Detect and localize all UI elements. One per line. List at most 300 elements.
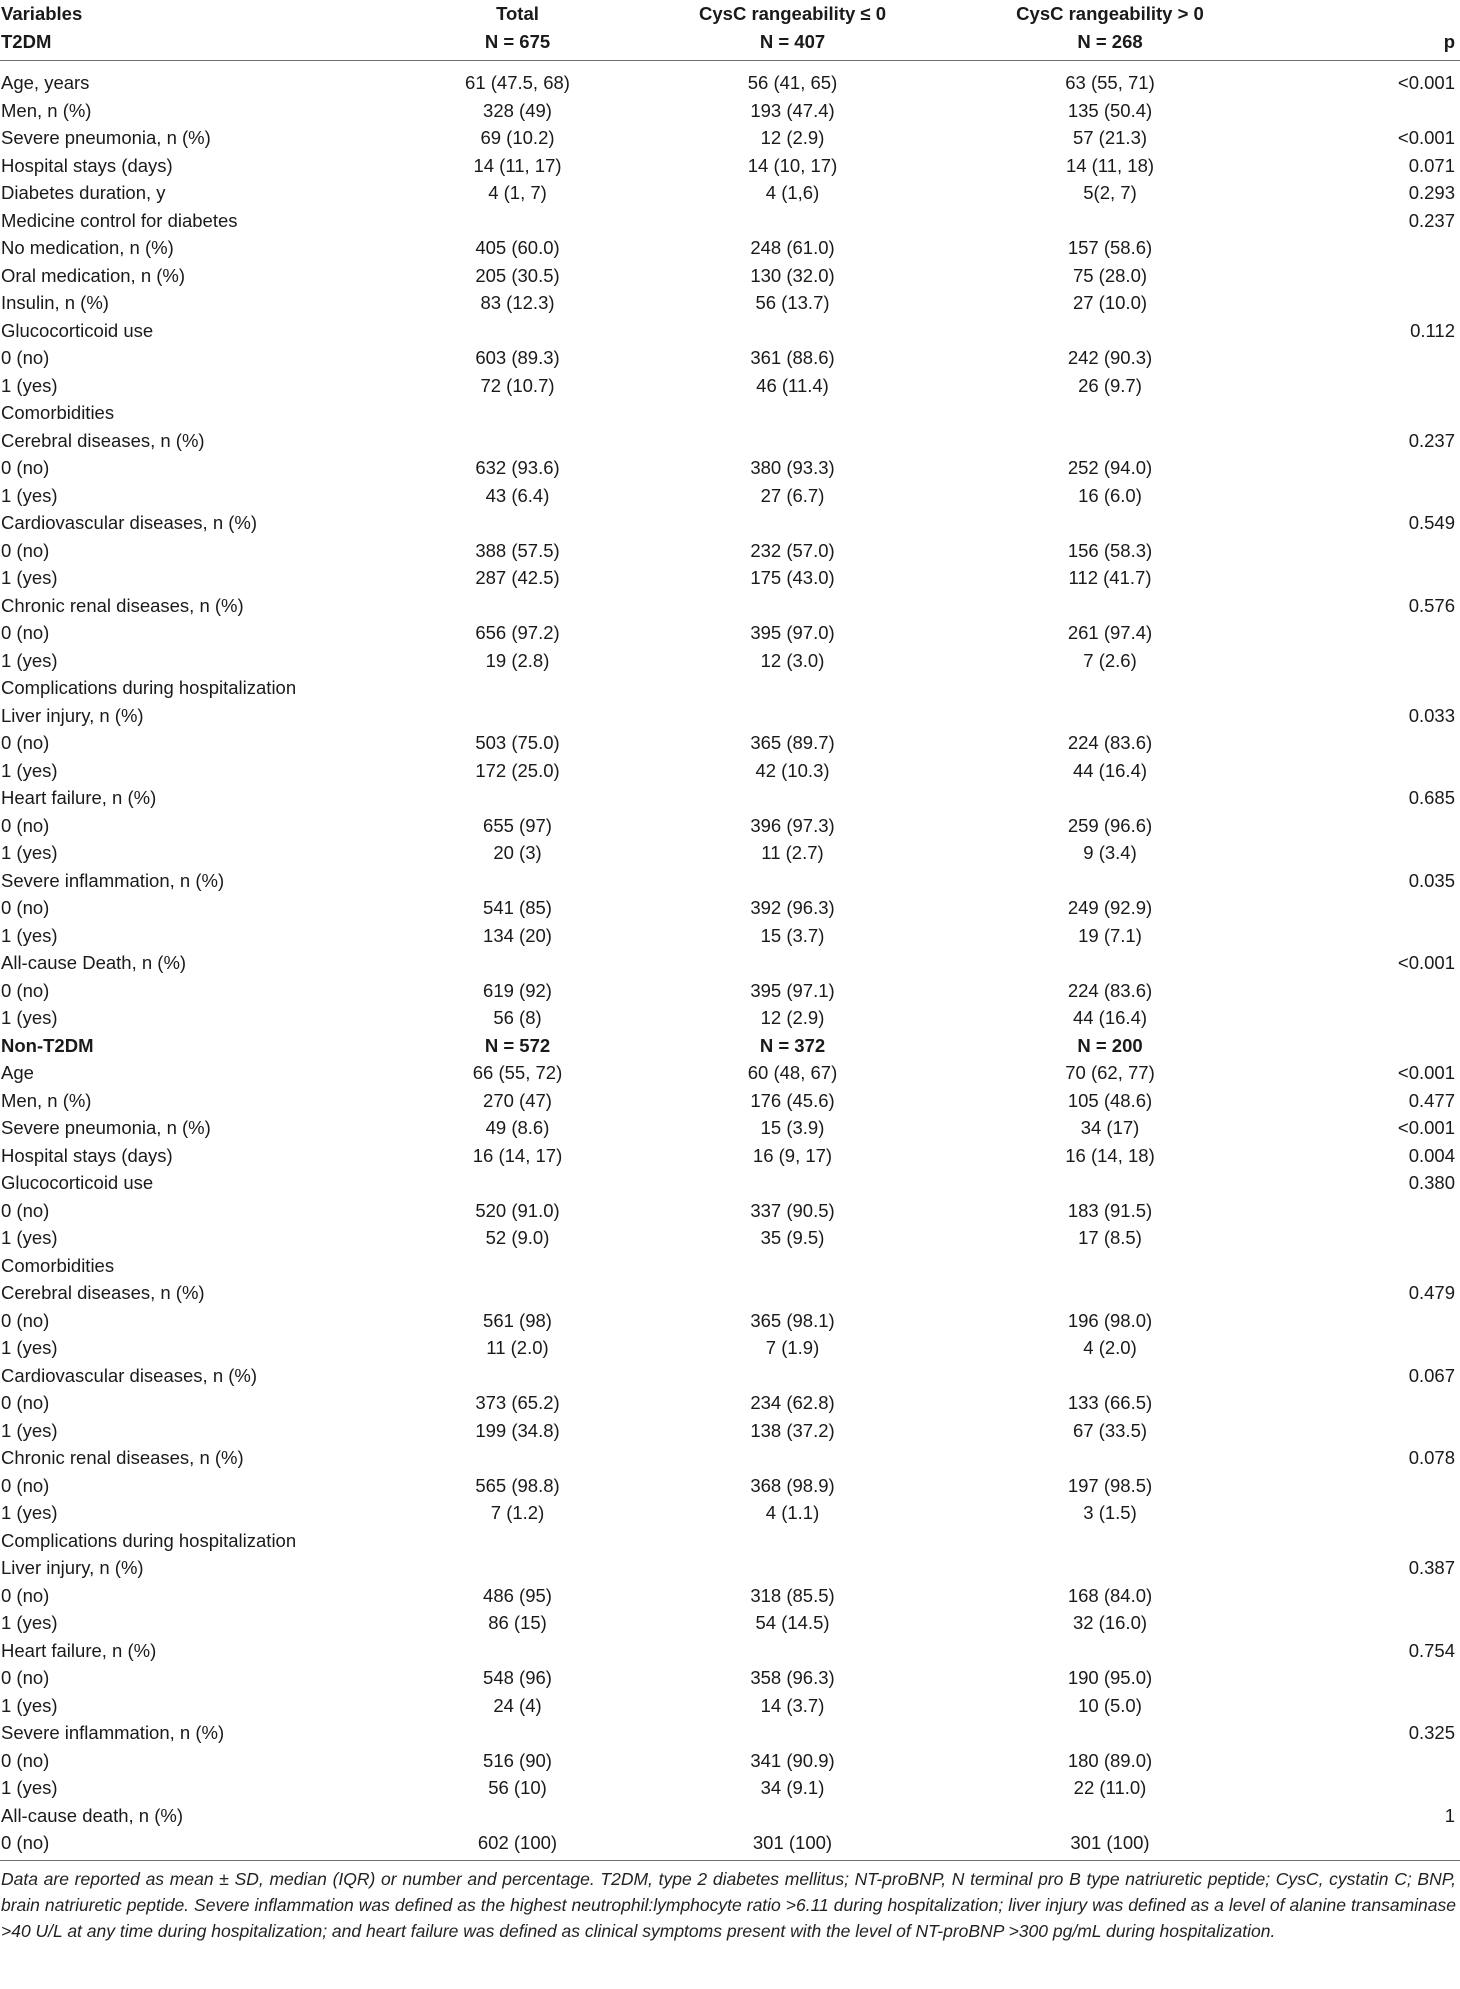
cell-p [1290, 729, 1460, 757]
cell-low: 301 (100) [752, 1832, 833, 1853]
cell-low [655, 1252, 930, 1280]
cell-high [930, 509, 1290, 537]
cell-high: 261 (97.4) [1067, 622, 1153, 643]
header-high-n: N = 268 [1077, 31, 1143, 52]
cell-high [930, 317, 1290, 345]
cell-p [1290, 1499, 1460, 1527]
cell-high [930, 399, 1290, 427]
cell-high: 26 (9.7) [1078, 374, 1142, 396]
cell-total: 61 (47.5, 68) [465, 72, 570, 93]
table-row [0, 97, 1460, 125]
table-row [0, 482, 1460, 510]
cell-variable: Cerebral diseases, n (%) [1, 429, 205, 451]
cell-total: 655 (97) [483, 814, 552, 836]
cell-p [1290, 757, 1460, 785]
table-row [0, 1664, 1460, 1692]
cell-p [1290, 894, 1460, 922]
table-row [0, 757, 1460, 785]
cell-low [655, 702, 930, 730]
table-row [0, 1417, 1460, 1445]
table-row [0, 1334, 1460, 1362]
cell-p: 0.479 [1408, 1282, 1455, 1303]
cell-high: 224 (83.6) [1067, 979, 1153, 1001]
cell-high [930, 702, 1290, 730]
cell-p [1290, 1032, 1460, 1060]
cell-high: 249 (92.9) [1067, 897, 1153, 918]
cell-high [930, 1527, 1290, 1555]
cell-total: 603 (89.3) [475, 347, 560, 368]
cell-total [380, 317, 655, 345]
cell-p [1290, 1224, 1460, 1252]
cell-total: 287 (42.5) [475, 567, 560, 588]
cell-total: 270 (47) [483, 1089, 552, 1111]
table-row [0, 427, 1460, 455]
cell-p: 0.477 [1408, 1089, 1455, 1111]
cell-low: 14 (10, 17) [747, 154, 838, 176]
cell-total [380, 1802, 655, 1830]
cell-total: 72 (10.7) [480, 374, 555, 396]
cell-variable: 0 (no) [1, 979, 50, 1001]
cell-total: 656 (97.2) [475, 622, 560, 643]
header-low [655, 0, 930, 61]
cell-variable: Liver injury, n (%) [1, 1557, 144, 1578]
cell-p [1290, 372, 1460, 400]
cell-p [1290, 1582, 1460, 1610]
cell-variable: Hospital stays (days) [1, 1144, 173, 1166]
cell-low [655, 1554, 930, 1582]
cell-total: 405 (60.0) [475, 237, 560, 258]
cell-variable: 0 (no) [1, 1392, 50, 1413]
table-row [0, 619, 1460, 647]
cell-low: 175 (43.0) [750, 567, 835, 588]
cell-total: 486 (95) [483, 1584, 552, 1606]
cell-total [380, 427, 655, 455]
cell-p: 0.112 [1410, 319, 1455, 341]
table-row [0, 509, 1460, 537]
cell-variable: Cardiovascular diseases, n (%) [1, 512, 258, 533]
cell-high [930, 1252, 1290, 1280]
cell-high: 63 (55, 71) [1065, 72, 1155, 93]
cell-variable: Age, years [1, 72, 90, 93]
cell-high [930, 207, 1290, 235]
cell-low: 56 (41, 65) [747, 72, 838, 93]
table-row [0, 454, 1460, 482]
cell-total: 516 (90) [483, 1749, 552, 1771]
cell-variable: 0 (no) [1, 539, 50, 561]
cell-variable: Hospital stays (days) [1, 154, 173, 176]
cell-low [655, 1802, 930, 1830]
cell-variable: Chronic renal diseases, n (%) [1, 1447, 244, 1468]
cell-total: 388 (57.5) [475, 539, 560, 561]
cell-variable: Complications during hospitalization [1, 677, 297, 698]
cell-p [1290, 1774, 1460, 1802]
cell-low: 60 (48, 67) [747, 1062, 838, 1083]
cell-low [655, 592, 930, 620]
cell-variable: 1 (yes) [1, 1777, 58, 1798]
cell-low [655, 1279, 930, 1307]
table-row [0, 949, 1460, 977]
cell-high: 22 (11.0) [1073, 1777, 1147, 1798]
table-row [0, 1279, 1460, 1307]
table-row [0, 922, 1460, 950]
cell-low: 365 (89.7) [750, 732, 835, 753]
cell-total: 14 (11, 17) [473, 154, 562, 176]
cell-high: 57 (21.3) [1072, 127, 1148, 148]
table-row [0, 289, 1460, 317]
cell-high: 32 (16.0) [1072, 1612, 1148, 1633]
cell-variable: 1 (yes) [1, 649, 58, 671]
cell-p [1290, 619, 1460, 647]
cell-p: <0.001 [1397, 127, 1455, 148]
cell-total: 56 (10) [488, 1777, 547, 1798]
table-row [0, 1527, 1460, 1555]
cell-variable: 0 (no) [1, 1749, 50, 1771]
cell-variable: Diabetes duration, y [1, 182, 166, 203]
cell-p: 0.004 [1408, 1144, 1455, 1166]
cell-high [930, 949, 1290, 977]
cell-low: 130 (32.0) [750, 264, 835, 286]
cell-variable: Medicine control for diabetes [1, 209, 238, 231]
table-row [0, 1224, 1460, 1252]
cell-variable: 0 (no) [1, 1584, 50, 1606]
cell-total: 4 (1, 7) [488, 182, 547, 203]
table-row [0, 344, 1460, 372]
cell-variable: 0 (no) [1, 814, 50, 836]
table-row [0, 1087, 1460, 1115]
cell-low: 27 (6.7) [760, 484, 825, 506]
cell-high: 10 (5.0) [1078, 1694, 1142, 1716]
cell-low [655, 1169, 930, 1197]
cell-total: 56 (8) [493, 1007, 542, 1028]
table-row [0, 1169, 1460, 1197]
cell-variable: 0 (no) [1, 457, 50, 478]
table-row [0, 1637, 1460, 1665]
cell-high: 301 (100) [1070, 1832, 1150, 1853]
cell-p [1290, 1252, 1460, 1280]
cell-p [1290, 1334, 1460, 1362]
table-row [0, 1719, 1460, 1747]
cell-total: N = 572 [484, 1034, 551, 1056]
cell-variable: All-cause death, n (%) [1, 1804, 184, 1826]
cell-high: 9 (3.4) [1083, 842, 1137, 863]
cell-p [1290, 1527, 1460, 1555]
cell-p: 0.576 [1408, 594, 1455, 616]
cell-p [1290, 1389, 1460, 1417]
cell-variable: 1 (yes) [1, 1007, 58, 1028]
table-row [0, 1307, 1460, 1335]
table-row [0, 1197, 1460, 1225]
header-row [0, 0, 1460, 61]
table-row [0, 1747, 1460, 1775]
cell-low: 54 (14.5) [755, 1612, 830, 1633]
cell-p: 0.549 [1408, 512, 1455, 533]
table-row [0, 207, 1460, 235]
cell-high: 70 (62, 77) [1065, 1062, 1155, 1083]
cell-low: 14 (3.7) [760, 1694, 825, 1716]
cell-p: <0.001 [1397, 72, 1455, 93]
cell-total [380, 1279, 655, 1307]
cell-low: 361 (88.6) [750, 347, 835, 368]
cell-p [1290, 399, 1460, 427]
cell-high [930, 1637, 1290, 1665]
cell-total: 7 (1.2) [490, 1502, 545, 1523]
cell-high: 133 (66.5) [1067, 1392, 1153, 1413]
table-row [0, 1004, 1460, 1032]
header-total-n: N = 675 [484, 31, 551, 52]
cell-high [930, 867, 1290, 895]
cell-p [1290, 977, 1460, 1005]
cell-low [655, 509, 930, 537]
cell-p [1290, 1664, 1460, 1692]
cell-variable: 0 (no) [1, 622, 50, 643]
cell-high: 34 (17) [1080, 1117, 1140, 1138]
cell-high: 180 (89.0) [1067, 1749, 1153, 1771]
cell-total [380, 1362, 655, 1390]
cell-variable: 0 (no) [1, 1474, 50, 1496]
cell-low: 395 (97.1) [750, 979, 835, 1001]
cell-high: 67 (33.5) [1072, 1419, 1148, 1441]
table-row [0, 1609, 1460, 1637]
cell-variable: Men, n (%) [1, 99, 92, 121]
cell-p: 0.387 [1408, 1557, 1455, 1578]
cell-p: 0.685 [1408, 787, 1455, 808]
table-row [0, 839, 1460, 867]
cell-low [655, 1637, 930, 1665]
cell-high: 14 (11, 18) [1065, 154, 1155, 176]
cell-total: 134 (20) [483, 924, 552, 946]
cell-low: 12 (3.0) [760, 649, 825, 671]
table-row [0, 1252, 1460, 1280]
cell-variable: Chronic renal diseases, n (%) [1, 594, 244, 616]
table-row [0, 152, 1460, 180]
cell-high: 252 (94.0) [1067, 457, 1153, 478]
cell-p: 0.071 [1408, 154, 1455, 176]
cell-variable: Complications during hospitalization [1, 1529, 297, 1551]
cell-variable: 0 (no) [1, 1199, 50, 1221]
cell-p [1290, 839, 1460, 867]
cell-low: 46 (11.4) [756, 374, 829, 396]
cell-p: 0.078 [1408, 1447, 1455, 1468]
header-variables [0, 0, 380, 61]
cell-p [1290, 1747, 1460, 1775]
cell-total: 49 (8.6) [485, 1117, 550, 1138]
cell-low: 395 (97.0) [750, 622, 835, 643]
cell-low: 35 (9.5) [760, 1227, 825, 1248]
cell-low [655, 1719, 930, 1747]
table-row [0, 812, 1460, 840]
cell-variable: 1 (yes) [1, 374, 58, 396]
cell-p: 0.237 [1408, 429, 1455, 451]
cell-low: 16 (9, 17) [752, 1144, 833, 1166]
cell-high [930, 784, 1290, 812]
cell-p [1290, 1004, 1460, 1032]
cell-high: 4 (2.0) [1083, 1337, 1137, 1358]
cell-p: 0.380 [1408, 1172, 1455, 1193]
header-low-n: N = 407 [759, 31, 826, 52]
cell-variable: 1 (yes) [1, 1227, 58, 1248]
table-row [0, 592, 1460, 620]
cell-variable: 1 (yes) [1, 1419, 58, 1441]
cell-variable: Severe pneumonia, n (%) [1, 1117, 211, 1138]
cell-variable: Glucocorticoid use [1, 319, 154, 341]
cell-p: 0.293 [1408, 182, 1455, 203]
header-low-label: CysC rangeability ≤ 0 [699, 3, 886, 24]
cell-high: 190 (95.0) [1067, 1667, 1153, 1688]
cell-high: 157 (58.6) [1067, 237, 1153, 258]
cell-total: 632 (93.6) [475, 457, 560, 478]
cell-total [380, 1554, 655, 1582]
cell-high: 197 (98.5) [1067, 1474, 1153, 1496]
cell-high: 135 (50.4) [1067, 99, 1153, 121]
cell-p [1290, 1472, 1460, 1500]
cell-high [930, 1279, 1290, 1307]
cell-variable: Glucocorticoid use [1, 1172, 154, 1193]
cell-high: 16 (6.0) [1078, 484, 1142, 506]
cell-variable: Comorbidities [1, 402, 115, 423]
table-row [0, 894, 1460, 922]
cell-total [380, 1169, 655, 1197]
cell-total [380, 399, 655, 427]
cell-total [380, 1252, 655, 1280]
cell-variable: Men, n (%) [1, 1089, 92, 1111]
cell-high: 5(2, 7) [1083, 182, 1137, 203]
cell-low: 34 (9.1) [760, 1777, 825, 1798]
cell-low: 232 (57.0) [750, 539, 835, 561]
cell-total: 20 (3) [493, 842, 542, 863]
cell-high: N = 200 [1077, 1034, 1143, 1056]
cell-p [1290, 234, 1460, 262]
cell-total [380, 949, 655, 977]
cell-total [380, 702, 655, 730]
cell-total [380, 1444, 655, 1472]
cell-low: 7 (1.9) [765, 1337, 820, 1358]
cell-low: 341 (90.9) [750, 1749, 835, 1771]
cell-high [930, 592, 1290, 620]
cell-total: 565 (98.8) [475, 1474, 560, 1496]
cell-variable: Severe inflammation, n (%) [1, 1722, 225, 1743]
cell-variable: 0 (no) [1, 1832, 50, 1853]
table-row [0, 729, 1460, 757]
cell-low [655, 784, 930, 812]
cell-low [655, 867, 930, 895]
table-row [0, 867, 1460, 895]
table-row [0, 399, 1460, 427]
cell-total: 16 (14, 17) [472, 1144, 563, 1166]
cell-low: 4 (1.1) [765, 1502, 820, 1523]
cell-high: 259 (96.6) [1067, 814, 1153, 836]
cell-variable: 0 (no) [1, 1667, 50, 1688]
cell-high: 156 (58.3) [1067, 539, 1153, 561]
cell-high: 242 (90.3) [1067, 347, 1153, 368]
cell-low: 337 (90.5) [750, 1199, 835, 1221]
cell-total [380, 509, 655, 537]
cell-variable: Insulin, n (%) [1, 292, 109, 313]
cell-variable: Cardiovascular diseases, n (%) [1, 1364, 258, 1386]
cell-variable: Heart failure, n (%) [1, 1639, 157, 1661]
cell-p [1290, 1829, 1460, 1860]
table-row [0, 262, 1460, 290]
cell-total: 83 (12.3) [480, 292, 555, 313]
cell-low: 15 (3.7) [760, 924, 825, 946]
cell-high: 19 (7.1) [1078, 924, 1142, 946]
cell-p [1290, 564, 1460, 592]
header-p-label: p [1443, 31, 1455, 52]
cell-low [655, 1444, 930, 1472]
cell-p [1290, 922, 1460, 950]
table-body [0, 61, 1460, 1861]
cell-high: 168 (84.0) [1067, 1584, 1153, 1606]
cell-variable: 1 (yes) [1, 1612, 58, 1633]
table-row [0, 179, 1460, 207]
cell-p [1290, 812, 1460, 840]
cell-high: 17 (8.5) [1078, 1227, 1142, 1248]
cell-low: 12 (2.9) [760, 127, 825, 148]
cell-variable: Severe inflammation, n (%) [1, 869, 225, 891]
cell-p: 0.035 [1408, 869, 1455, 891]
cell-total: 373 (65.2) [475, 1392, 560, 1413]
table-row [0, 1554, 1460, 1582]
cell-high: 75 (28.0) [1072, 264, 1148, 286]
cell-low: 15 (3.9) [760, 1117, 825, 1138]
table-row [0, 1389, 1460, 1417]
cell-low: 4 (1,6) [765, 182, 820, 203]
cell-total: 172 (25.0) [475, 759, 560, 781]
cell-variable: Oral medication, n (%) [1, 264, 186, 286]
cell-high: 196 (98.0) [1067, 1309, 1153, 1331]
cell-total: 19 (2.8) [485, 649, 550, 671]
cell-total: 520 (91.0) [475, 1199, 560, 1221]
table-row [0, 1582, 1460, 1610]
cell-variable: 1 (yes) [1, 759, 58, 781]
table-row [0, 1774, 1460, 1802]
table-footnote: Data are reported as mean ± SD, median (IQR) or number and percentage. T2DM, type 2 diabetes mellitus; NT-proBNP, N terminal pro B type natriuretic peptide; CysC, cystatin C; BNP, brain natriuretic peptide. Severe inflammation was defined as the highest neutrophil:lymphocyte ratio >6.11 during hospitalization; liver injury was defined as a level of alanine transaminase >40 U/L at any time during hospitalization; and heart failure was defined as clinical symptoms present with the level of NT-proBNP >300 pg/mL during hospitalization. [1, 1868, 1456, 1941]
cell-low [655, 1527, 930, 1555]
table-row [0, 674, 1460, 702]
cell-low: 11 (2.7) [761, 842, 824, 863]
cell-variable: 1 (yes) [1, 842, 58, 863]
cell-total [380, 1527, 655, 1555]
cell-low: 358 (96.3) [750, 1667, 835, 1688]
cell-variable: Heart failure, n (%) [1, 787, 157, 808]
cell-variable: Severe pneumonia, n (%) [1, 127, 211, 148]
cell-total: 86 (15) [488, 1612, 547, 1633]
table-row [0, 537, 1460, 565]
cell-p [1290, 1307, 1460, 1335]
cell-total [380, 867, 655, 895]
cell-p [1290, 1692, 1460, 1720]
table-row [0, 647, 1460, 675]
cell-low: 396 (97.3) [750, 814, 835, 836]
cell-variable: Cerebral diseases, n (%) [1, 1282, 205, 1303]
header-total-label: Total [496, 3, 539, 24]
table-row [0, 977, 1460, 1005]
cell-high [930, 1719, 1290, 1747]
table-row [0, 1472, 1460, 1500]
cell-variable: 0 (no) [1, 1309, 50, 1331]
cell-low: 138 (37.2) [750, 1419, 835, 1441]
cell-p [1290, 97, 1460, 125]
cell-high [930, 1169, 1290, 1197]
cell-high: 16 (14, 18) [1065, 1144, 1155, 1166]
cell-low: 365 (98.1) [750, 1309, 835, 1331]
cell-low: 234 (62.8) [750, 1392, 835, 1413]
cell-low [655, 317, 930, 345]
cell-variable: 0 (no) [1, 732, 50, 753]
cell-variable: 1 (yes) [1, 924, 58, 946]
cell-p [1290, 454, 1460, 482]
table-row [0, 1499, 1460, 1527]
cell-p: <0.001 [1397, 1062, 1455, 1083]
